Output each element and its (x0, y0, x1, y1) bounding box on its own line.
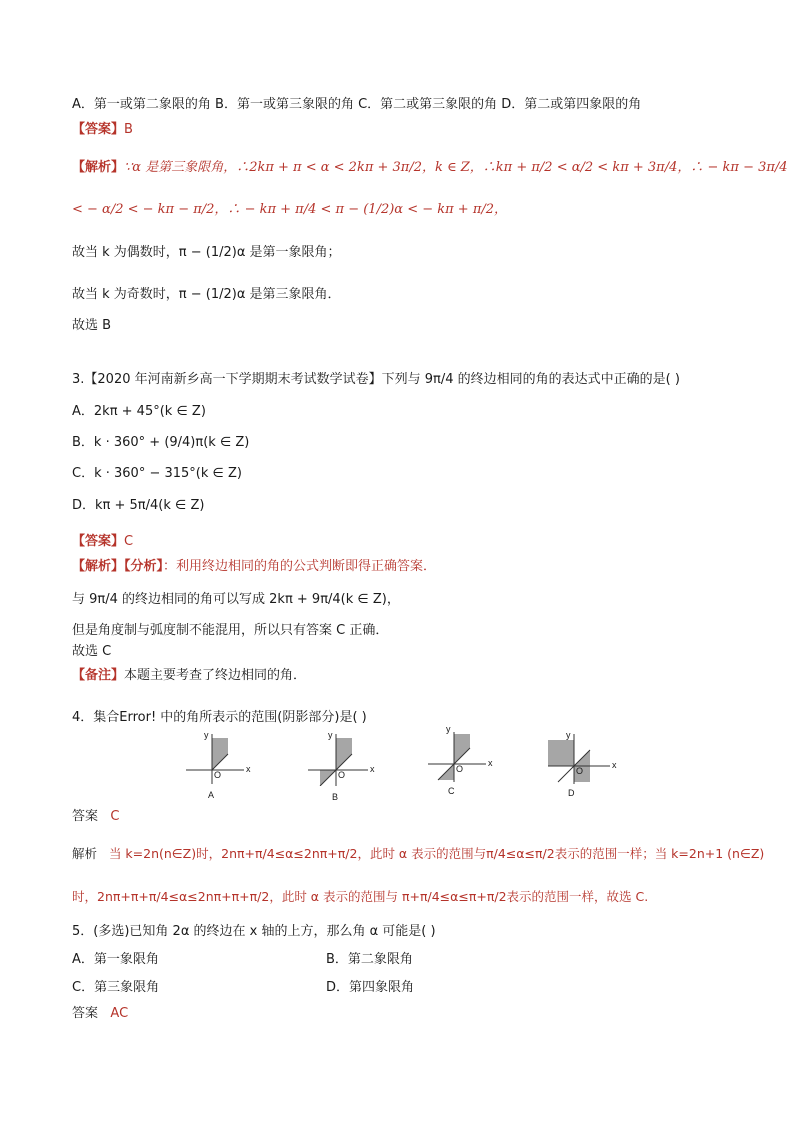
q3-note (72, 667, 306, 685)
q5-answer (72, 1005, 128, 1023)
answer-value: AC (110, 1006, 129, 1021)
origin-label: O (456, 764, 464, 774)
q2-analysis-line2: < − α/2 < − kπ − π/2，∴ − kπ + π/4 < π − (1/2)α < − kπ + π/2， (72, 202, 508, 217)
q3-answer (72, 533, 133, 551)
axis-y-label: y (328, 730, 333, 740)
q3-option-d: D．kπ + 5π/4(k ∈ Z) (72, 498, 205, 513)
figure-label-c: C (448, 786, 455, 796)
q3-line3: 但是角度制与弧度制不能混用，所以只有答案 C 正确． (72, 623, 389, 638)
analysis-tag: 【解析】 (72, 160, 125, 175)
q4-analysis-line1 (72, 845, 764, 863)
q5-option-d: D．第四象限角 (326, 980, 415, 995)
analysis-text: 当 k=2n(n∈Z)时，2nπ+π/4≤α≤2nπ+π/2，此时 α 表示的范围与π/4≤α≤π/2表示的范围一样；当 k=2n+1 (n∈Z) (108, 846, 765, 861)
figure-d (548, 730, 618, 798)
q2-options: A．第一或第二象限的角 B．第一或第三象限的角 C．第二或第三象限的角 D．第二或第四象限的角 (72, 97, 642, 112)
answer-tag: 【答案】 (72, 534, 125, 549)
origin-label: O (338, 770, 346, 780)
q4-analysis-line2: 时，2nπ+π+π/4≤α≤2nπ+π+π/2，此时 α 表示的范围与 π+π/4≤α≤π+π/2表示的范围一样，故选 C. (72, 889, 649, 904)
axis-x-label: x (488, 758, 493, 768)
q2-even-line: 故当 k 为偶数时，π − (1/2)α 是第一象限角； (72, 245, 341, 260)
q3-analysis (72, 558, 436, 576)
axis-y-label: y (446, 724, 451, 734)
q2-analysis-line1 (72, 159, 788, 177)
note-tag: 【备注】 (72, 668, 125, 683)
note-text: 本题主要考查了终边相同的角． (124, 668, 307, 683)
analysis-text: ：利用终边相同的角的公式判断即得正确答案． (163, 559, 437, 574)
answer-prefix: 答案 (72, 809, 99, 824)
axis-x-label: x (370, 764, 375, 774)
q5-option-c: C．第三象限角 (72, 980, 160, 995)
q5-option-a: A．第一象限角 (72, 952, 159, 967)
q3-option-b: B．k · 360° + (9/4)π(k ∈ Z) (72, 435, 250, 450)
q5-stem: 5．(多选)已知角 2α 的终边在 x 轴的上方，那么角 α 可能是( ) (72, 924, 436, 939)
answer-value: C (124, 534, 134, 549)
answer-prefix: 答案 (72, 1006, 99, 1021)
answer-value: C (110, 809, 120, 824)
q4-stem: 4．集合Error! 中的角所表示的范围(阴影部分)是( ) (72, 710, 367, 725)
figure-b (306, 730, 376, 802)
analysis-text: ∵α 是第三象限角，∴2kπ + π < α < 2kπ + 3π/2，k ∈ Z，∴kπ + π/2 < α/2 < kπ + 3π/4，∴ − kπ − 3π/4 (124, 160, 788, 175)
q3-option-a: A．2kπ + 45°(k ∈ Z) (72, 404, 206, 419)
origin-label: O (214, 770, 222, 780)
figure-a (184, 730, 254, 800)
figure-label-b: B (332, 792, 339, 802)
answer-tag: 【答案】 (72, 122, 125, 137)
axis-y-label: y (566, 730, 571, 740)
axis-y-label: y (204, 730, 209, 740)
q3-line2: 与 9π/4 的终边相同的角可以写成 2kπ + 9π/4(k ∈ Z)， (72, 592, 400, 607)
q3-choose: 故选 C (72, 644, 112, 659)
figure-label-a: A (208, 790, 215, 800)
axis-x-label: x (612, 760, 617, 770)
q2-answer (72, 121, 133, 139)
q4-figures (170, 724, 640, 802)
q5-option-b: B．第二象限角 (326, 952, 413, 967)
analysis-prefix: 解析 (72, 846, 98, 861)
axis-x-label: x (246, 764, 251, 774)
q2-odd-line: 故当 k 为奇数时，π − (1/2)α 是第三象限角． (72, 287, 341, 302)
analysis-tag: 【解析】【分析】 (72, 559, 164, 574)
q3-stem: 3.【2020 年河南新乡高一下学期期末考试数学试卷】下列与 9π/4 的终边相同的角的表达式中正确的是( ) (72, 372, 680, 387)
origin-label: O (576, 766, 584, 776)
q3-option-c: C．k · 360° − 315°(k ∈ Z) (72, 466, 242, 481)
answer-value: B (124, 122, 133, 137)
figure-label-d: D (568, 788, 575, 798)
q4-answer (72, 808, 120, 826)
figure-c (426, 724, 496, 796)
q2-choose: 故选 B (72, 318, 112, 333)
